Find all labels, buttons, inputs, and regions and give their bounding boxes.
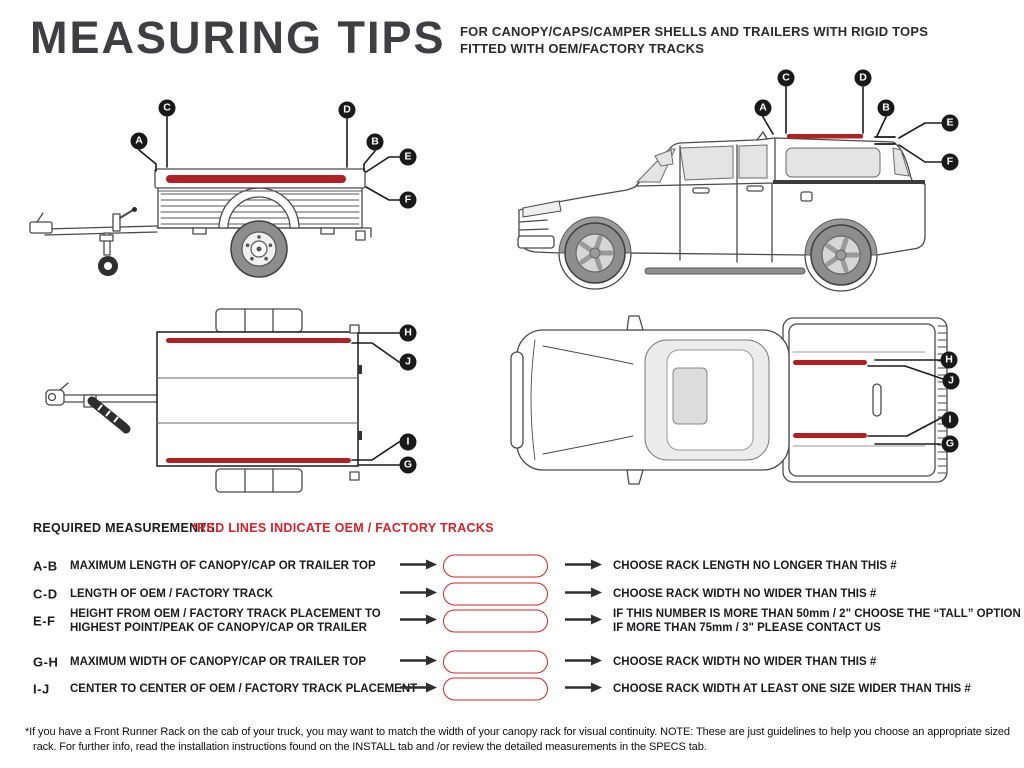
label-badge-d: D xyxy=(339,102,356,119)
trailer-top-view-illustration xyxy=(40,305,440,500)
measurement-result: CHOOSE RACK WIDTH AT LEAST ONE SIZE WIDER THAN THIS # xyxy=(613,683,971,695)
label-badge-f: F xyxy=(400,192,417,209)
measurement-entry-oval xyxy=(443,678,548,701)
label-badge-j: J xyxy=(943,373,960,390)
measurement-label xyxy=(70,607,398,635)
subtitle-line-2: FITTED WITH OEM/FACTORY TRACKS xyxy=(460,41,705,56)
label-badge-c: C xyxy=(159,100,176,117)
label-badge-h: H xyxy=(400,325,417,342)
label-badge-d: D xyxy=(855,70,872,87)
measurement-entry-oval xyxy=(443,651,548,674)
page-subtitle xyxy=(460,23,928,57)
arrow-right-icon xyxy=(564,680,602,698)
label-badge-a: A xyxy=(755,100,772,117)
truck-top-view-diagram xyxy=(505,300,960,500)
arrow-right-icon xyxy=(399,557,437,575)
arrow-right-icon xyxy=(399,612,437,630)
measurement-row-ef xyxy=(0,603,1024,639)
measurement-result xyxy=(613,607,1021,635)
arrow-right-icon xyxy=(399,680,437,698)
measurement-result: CHOOSE RACK WIDTH NO WIDER THAN THIS # xyxy=(613,656,877,668)
arrow-right-icon xyxy=(564,653,602,671)
label-badge-b: B xyxy=(878,100,895,117)
measurement-label: LENGTH OF OEM / FACTORY TRACK xyxy=(70,588,273,600)
measurement-row-gh xyxy=(0,651,1024,673)
measurement-key: C-D xyxy=(33,586,58,602)
measurement-result: CHOOSE RACK WIDTH NO WIDER THAN THIS # xyxy=(613,588,877,600)
arrow-right-icon xyxy=(399,653,437,671)
trailer-side-view-illustration xyxy=(25,85,445,295)
label-badge-c: C xyxy=(778,70,795,87)
red-lines-legend: *RED LINES INDICATE OEM / FACTORY TRACKS xyxy=(192,521,494,535)
arrow-right-icon xyxy=(564,612,602,630)
measurement-result-line1: IF THIS NUMBER IS MORE THAN 50mm / 2" CHOOSE THE “TALL” OPTION xyxy=(613,608,1021,620)
measurement-label: MAXIMUM WIDTH OF CANOPY/CAP OR TRAILER TOP xyxy=(70,656,367,668)
measurement-key: G-H xyxy=(33,654,59,670)
footnote: *If you have a Front Runner Rack on the cab of your truck, you may want to match the width of your canopy rack for visual continuity. NOTE: These are just guidelines to help you choose an appropriate sized rack. For further info, read the installation instructions found on the INSTALL tab and /or review the detailed measurements in the SPECS tab. xyxy=(25,726,1010,753)
required-measurements-heading: REQUIRED MEASUREMENTS xyxy=(33,521,216,535)
label-badge-i: I xyxy=(400,434,417,451)
arrow-right-icon xyxy=(564,585,602,603)
truck-side-view-diagram xyxy=(505,60,1024,295)
trailer-side-view-diagram xyxy=(25,85,445,295)
measurement-result-line2: IF MORE THAN 75mm / 3" PLEASE CONTACT US xyxy=(613,622,881,634)
label-badge-g: G xyxy=(400,457,417,474)
measurement-label: CENTER TO CENTER OF OEM / FACTORY TRACK PLACEMENT xyxy=(70,683,418,695)
page-title: MEASURING TIPS xyxy=(30,12,446,63)
measurement-label-line1: HEIGHT FROM OEM / FACTORY TRACK PLACEMENT TO xyxy=(70,608,381,620)
label-badge-f: F xyxy=(942,154,959,171)
measurement-row-ab xyxy=(0,555,1024,577)
label-badge-e: E xyxy=(942,115,959,132)
truck-side-view-illustration xyxy=(505,60,1024,295)
trailer-top-view-diagram xyxy=(40,305,440,500)
measurement-key: I-J xyxy=(33,681,50,697)
measurement-result: CHOOSE RACK LENGTH NO LONGER THAN THIS # xyxy=(613,560,897,572)
measurement-row-ij xyxy=(0,678,1024,700)
measurement-entry-oval xyxy=(443,555,548,578)
arrow-right-icon xyxy=(564,557,602,575)
label-badge-e: E xyxy=(400,149,417,166)
arrow-right-icon xyxy=(399,585,437,603)
measurement-key: E-F xyxy=(33,613,56,629)
label-badge-i: I xyxy=(942,412,959,429)
label-badge-b: B xyxy=(367,134,384,151)
measurement-row-cd xyxy=(0,583,1024,605)
measurement-label-line2: HIGHEST POINT/PEAK OF CANOPY/CAP OR TRAILER xyxy=(70,622,367,634)
measurement-label: MAXIMUM LENGTH OF CANOPY/CAP OR TRAILER TOP xyxy=(70,560,376,572)
measurement-entry-oval xyxy=(443,610,548,633)
label-badge-a: A xyxy=(131,133,148,150)
measurement-key: A-B xyxy=(33,558,58,574)
subtitle-line-1: FOR CANOPY/CAPS/CAMPER SHELLS AND TRAILERS WITH RIGID TOPS xyxy=(460,24,929,39)
label-badge-j: J xyxy=(400,354,417,371)
label-badge-h: H xyxy=(941,352,958,369)
label-badge-g: G xyxy=(942,436,959,453)
truck-top-view-illustration xyxy=(505,300,960,500)
